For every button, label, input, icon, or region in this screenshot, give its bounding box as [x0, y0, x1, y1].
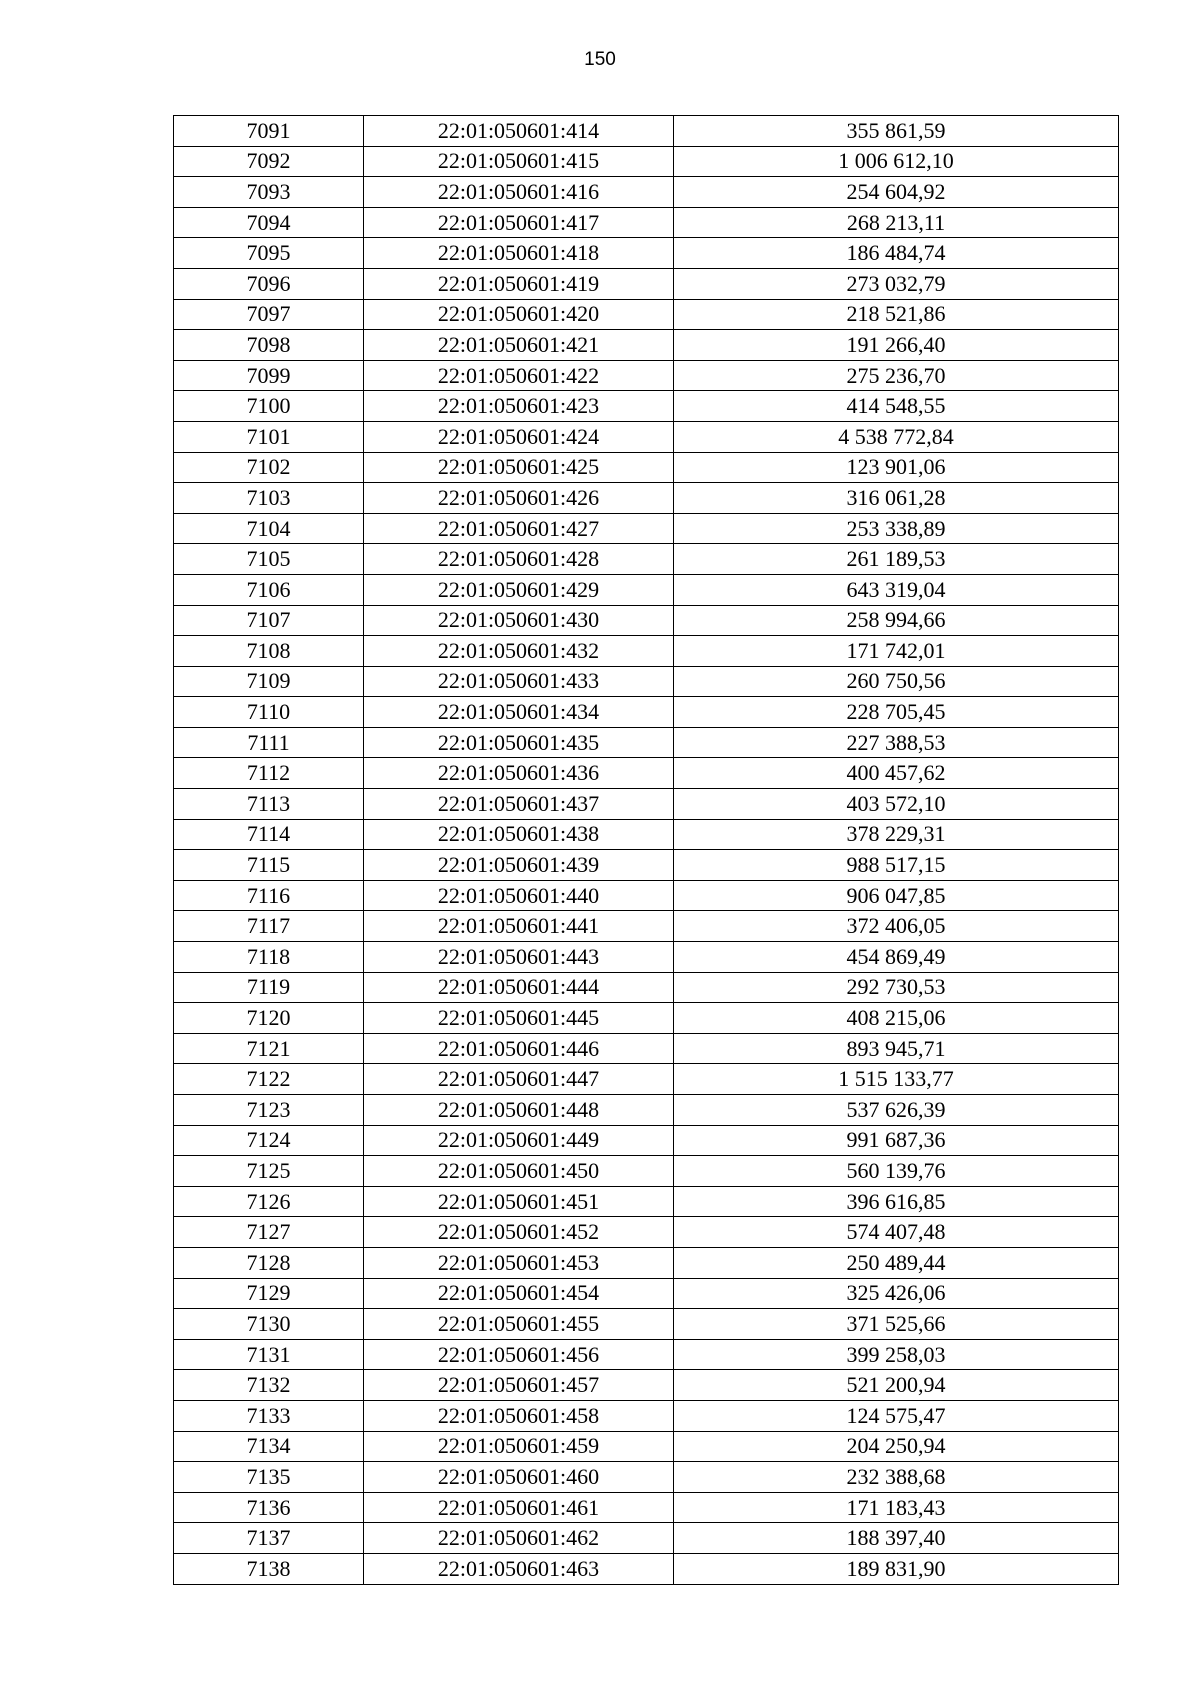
cadastral-value-cell: 268 213,11 — [674, 207, 1119, 238]
row-number-cell: 7098 — [174, 330, 364, 361]
cadastral-number-cell: 22:01:050601:447 — [364, 1064, 674, 1095]
cadastral-value-cell: 372 406,05 — [674, 911, 1119, 942]
cadastral-value-cell: 325 426,06 — [674, 1278, 1119, 1309]
cadastral-value-cell: 292 730,53 — [674, 972, 1119, 1003]
cadastral-number-cell: 22:01:050601:427 — [364, 513, 674, 544]
table-row — [174, 1217, 1119, 1248]
row-number-cell: 7130 — [174, 1309, 364, 1340]
cadastral-value-cell: 414 548,55 — [674, 391, 1119, 422]
cadastral-number-cell: 22:01:050601:436 — [364, 758, 674, 789]
cadastral-value-cell: 537 626,39 — [674, 1095, 1119, 1126]
row-number-cell: 7101 — [174, 421, 364, 452]
table-row — [174, 146, 1119, 177]
table-row — [174, 972, 1119, 1003]
cadastral-value-cell: 408 215,06 — [674, 1003, 1119, 1034]
row-number-cell: 7117 — [174, 911, 364, 942]
table-row — [174, 1186, 1119, 1217]
cadastral-value-cell: 171 183,43 — [674, 1492, 1119, 1523]
table-row — [174, 1003, 1119, 1034]
table-row — [174, 666, 1119, 697]
row-number-cell: 7126 — [174, 1186, 364, 1217]
table-row — [174, 483, 1119, 514]
row-number-cell: 7124 — [174, 1125, 364, 1156]
cadastral-value-cell: 399 258,03 — [674, 1339, 1119, 1370]
cadastral-number-cell: 22:01:050601:423 — [364, 391, 674, 422]
table-body — [174, 116, 1119, 1585]
row-number-cell: 7091 — [174, 116, 364, 147]
table-row — [174, 1064, 1119, 1095]
cadastral-number-cell: 22:01:050601:448 — [364, 1095, 674, 1126]
cadastral-value-cell: 261 189,53 — [674, 544, 1119, 575]
cadastral-value-cell: 1 515 133,77 — [674, 1064, 1119, 1095]
row-number-cell: 7092 — [174, 146, 364, 177]
row-number-cell: 7103 — [174, 483, 364, 514]
row-number-cell: 7136 — [174, 1492, 364, 1523]
table-row — [174, 697, 1119, 728]
row-number-cell: 7104 — [174, 513, 364, 544]
cadastral-value-cell: 400 457,62 — [674, 758, 1119, 789]
cadastral-number-cell: 22:01:050601:450 — [364, 1156, 674, 1187]
table-row — [174, 1125, 1119, 1156]
cadastral-value-cell: 991 687,36 — [674, 1125, 1119, 1156]
row-number-cell: 7128 — [174, 1247, 364, 1278]
table-row — [174, 911, 1119, 942]
cadastral-value-cell: 355 861,59 — [674, 116, 1119, 147]
cadastral-value-cell: 275 236,70 — [674, 360, 1119, 391]
cadastral-number-cell: 22:01:050601:451 — [364, 1186, 674, 1217]
cadastral-number-cell: 22:01:050601:454 — [364, 1278, 674, 1309]
cadastral-value-cell: 189 831,90 — [674, 1553, 1119, 1584]
cadastral-number-cell: 22:01:050601:434 — [364, 697, 674, 728]
cadastral-value-cell: 4 538 772,84 — [674, 421, 1119, 452]
table-row — [174, 605, 1119, 636]
cadastral-value-cell: 232 388,68 — [674, 1462, 1119, 1493]
cadastral-number-cell: 22:01:050601:420 — [364, 299, 674, 330]
row-number-cell: 7125 — [174, 1156, 364, 1187]
row-number-cell: 7097 — [174, 299, 364, 330]
cadastral-value-cell: 260 750,56 — [674, 666, 1119, 697]
cadastral-number-cell: 22:01:050601:425 — [364, 452, 674, 483]
cadastral-value-cell: 643 319,04 — [674, 574, 1119, 605]
table-row — [174, 1156, 1119, 1187]
cadastral-number-cell: 22:01:050601:461 — [364, 1492, 674, 1523]
cadastral-number-cell: 22:01:050601:460 — [364, 1462, 674, 1493]
table-row — [174, 758, 1119, 789]
cadastral-number-cell: 22:01:050601:463 — [364, 1553, 674, 1584]
cadastral-number-cell: 22:01:050601:424 — [364, 421, 674, 452]
table-row — [174, 421, 1119, 452]
table-row — [174, 1400, 1119, 1431]
cadastral-value-cell: 191 266,40 — [674, 330, 1119, 361]
cadastral-value-cell: 171 742,01 — [674, 636, 1119, 667]
table-row — [174, 177, 1119, 208]
table-row — [174, 819, 1119, 850]
row-number-cell: 7107 — [174, 605, 364, 636]
cadastral-number-cell: 22:01:050601:421 — [364, 330, 674, 361]
cadastral-value-table — [173, 115, 1119, 1585]
row-number-cell: 7116 — [174, 880, 364, 911]
cadastral-number-cell: 22:01:050601:456 — [364, 1339, 674, 1370]
row-number-cell: 7112 — [174, 758, 364, 789]
cadastral-number-cell: 22:01:050601:452 — [364, 1217, 674, 1248]
table-row — [174, 330, 1119, 361]
row-number-cell: 7132 — [174, 1370, 364, 1401]
cadastral-number-cell: 22:01:050601:435 — [364, 727, 674, 758]
row-number-cell: 7102 — [174, 452, 364, 483]
cadastral-value-cell: 403 572,10 — [674, 789, 1119, 820]
row-number-cell: 7115 — [174, 850, 364, 881]
cadastral-number-cell: 22:01:050601:416 — [364, 177, 674, 208]
cadastral-number-cell: 22:01:050601:415 — [364, 146, 674, 177]
cadastral-value-cell: 218 521,86 — [674, 299, 1119, 330]
cadastral-value-cell: 371 525,66 — [674, 1309, 1119, 1340]
table-row — [174, 880, 1119, 911]
cadastral-value-cell: 893 945,71 — [674, 1033, 1119, 1064]
cadastral-value-cell: 250 489,44 — [674, 1247, 1119, 1278]
cadastral-number-cell: 22:01:050601:433 — [364, 666, 674, 697]
cadastral-value-cell: 123 901,06 — [674, 452, 1119, 483]
cadastral-number-cell: 22:01:050601:437 — [364, 789, 674, 820]
row-number-cell: 7129 — [174, 1278, 364, 1309]
cadastral-value-cell: 204 250,94 — [674, 1431, 1119, 1462]
cadastral-value-cell: 188 397,40 — [674, 1523, 1119, 1554]
cadastral-number-cell: 22:01:050601:430 — [364, 605, 674, 636]
row-number-cell: 7110 — [174, 697, 364, 728]
table-row — [174, 1523, 1119, 1554]
cadastral-value-cell: 560 139,76 — [674, 1156, 1119, 1187]
row-number-cell: 7138 — [174, 1553, 364, 1584]
cadastral-value-cell: 186 484,74 — [674, 238, 1119, 269]
row-number-cell: 7120 — [174, 1003, 364, 1034]
table-row — [174, 544, 1119, 575]
cadastral-value-cell: 227 388,53 — [674, 727, 1119, 758]
cadastral-number-cell: 22:01:050601:459 — [364, 1431, 674, 1462]
page-number: 150 — [584, 49, 616, 70]
table-row — [174, 636, 1119, 667]
table-row — [174, 1278, 1119, 1309]
cadastral-number-cell: 22:01:050601:462 — [364, 1523, 674, 1554]
cadastral-number-cell: 22:01:050601:446 — [364, 1033, 674, 1064]
table-row — [174, 1553, 1119, 1584]
cadastral-number-cell: 22:01:050601:457 — [364, 1370, 674, 1401]
cadastral-number-cell: 22:01:050601:443 — [364, 942, 674, 973]
row-number-cell: 7127 — [174, 1217, 364, 1248]
row-number-cell: 7118 — [174, 942, 364, 973]
row-number-cell: 7133 — [174, 1400, 364, 1431]
table-row — [174, 1370, 1119, 1401]
cadastral-number-cell: 22:01:050601:440 — [364, 880, 674, 911]
cadastral-number-cell: 22:01:050601:441 — [364, 911, 674, 942]
cadastral-number-cell: 22:01:050601:414 — [364, 116, 674, 147]
table-row — [174, 207, 1119, 238]
row-number-cell: 7137 — [174, 1523, 364, 1554]
row-number-cell: 7113 — [174, 789, 364, 820]
row-number-cell: 7106 — [174, 574, 364, 605]
cadastral-value-cell: 521 200,94 — [674, 1370, 1119, 1401]
table-row — [174, 391, 1119, 422]
cadastral-number-cell: 22:01:050601:418 — [364, 238, 674, 269]
row-number-cell: 7096 — [174, 268, 364, 299]
table-row — [174, 574, 1119, 605]
row-number-cell: 7135 — [174, 1462, 364, 1493]
row-number-cell: 7119 — [174, 972, 364, 1003]
cadastral-number-cell: 22:01:050601:444 — [364, 972, 674, 1003]
table-row — [174, 513, 1119, 544]
cadastral-number-cell: 22:01:050601:445 — [364, 1003, 674, 1034]
cadastral-number-cell: 22:01:050601:438 — [364, 819, 674, 850]
cadastral-value-cell: 378 229,31 — [674, 819, 1119, 850]
cadastral-value-cell: 273 032,79 — [674, 268, 1119, 299]
row-number-cell: 7123 — [174, 1095, 364, 1126]
row-number-cell: 7099 — [174, 360, 364, 391]
row-number-cell: 7121 — [174, 1033, 364, 1064]
table-row — [174, 1247, 1119, 1278]
cadastral-value-cell: 258 994,66 — [674, 605, 1119, 636]
table-row — [174, 1339, 1119, 1370]
cadastral-number-cell: 22:01:050601:432 — [364, 636, 674, 667]
cadastral-value-cell: 254 604,92 — [674, 177, 1119, 208]
cadastral-value-cell: 124 575,47 — [674, 1400, 1119, 1431]
row-number-cell: 7109 — [174, 666, 364, 697]
table-row — [174, 1095, 1119, 1126]
row-number-cell: 7114 — [174, 819, 364, 850]
cadastral-value-cell: 454 869,49 — [674, 942, 1119, 973]
table-row — [174, 1462, 1119, 1493]
cadastral-number-cell: 22:01:050601:428 — [364, 544, 674, 575]
table-row — [174, 360, 1119, 391]
cadastral-value-cell: 988 517,15 — [674, 850, 1119, 881]
table-row — [174, 268, 1119, 299]
table-row — [174, 299, 1119, 330]
cadastral-number-cell: 22:01:050601:458 — [364, 1400, 674, 1431]
row-number-cell: 7105 — [174, 544, 364, 575]
table-row — [174, 1033, 1119, 1064]
cadastral-number-cell: 22:01:050601:419 — [364, 268, 674, 299]
table-row — [174, 1309, 1119, 1340]
table-row — [174, 727, 1119, 758]
table-row — [174, 1431, 1119, 1462]
cadastral-number-cell: 22:01:050601:439 — [364, 850, 674, 881]
table-row — [174, 452, 1119, 483]
row-number-cell: 7111 — [174, 727, 364, 758]
row-number-cell: 7093 — [174, 177, 364, 208]
cadastral-value-cell: 906 047,85 — [674, 880, 1119, 911]
cadastral-number-cell: 22:01:050601:449 — [364, 1125, 674, 1156]
table-row — [174, 942, 1119, 973]
cadastral-number-cell: 22:01:050601:455 — [364, 1309, 674, 1340]
cadastral-value-cell: 228 705,45 — [674, 697, 1119, 728]
cadastral-number-cell: 22:01:050601:422 — [364, 360, 674, 391]
table-row — [174, 238, 1119, 269]
cadastral-value-cell: 316 061,28 — [674, 483, 1119, 514]
cadastral-value-cell: 1 006 612,10 — [674, 146, 1119, 177]
table-row — [174, 1492, 1119, 1523]
table-row — [174, 789, 1119, 820]
cadastral-number-cell: 22:01:050601:417 — [364, 207, 674, 238]
cadastral-number-cell: 22:01:050601:453 — [364, 1247, 674, 1278]
cadastral-value-cell: 396 616,85 — [674, 1186, 1119, 1217]
row-number-cell: 7122 — [174, 1064, 364, 1095]
table-row — [174, 116, 1119, 147]
cadastral-number-cell: 22:01:050601:429 — [364, 574, 674, 605]
row-number-cell: 7095 — [174, 238, 364, 269]
row-number-cell: 7094 — [174, 207, 364, 238]
cadastral-value-cell: 253 338,89 — [674, 513, 1119, 544]
cadastral-number-cell: 22:01:050601:426 — [364, 483, 674, 514]
row-number-cell: 7131 — [174, 1339, 364, 1370]
row-number-cell: 7108 — [174, 636, 364, 667]
table-row — [174, 850, 1119, 881]
cadastral-value-cell: 574 407,48 — [674, 1217, 1119, 1248]
row-number-cell: 7134 — [174, 1431, 364, 1462]
row-number-cell: 7100 — [174, 391, 364, 422]
